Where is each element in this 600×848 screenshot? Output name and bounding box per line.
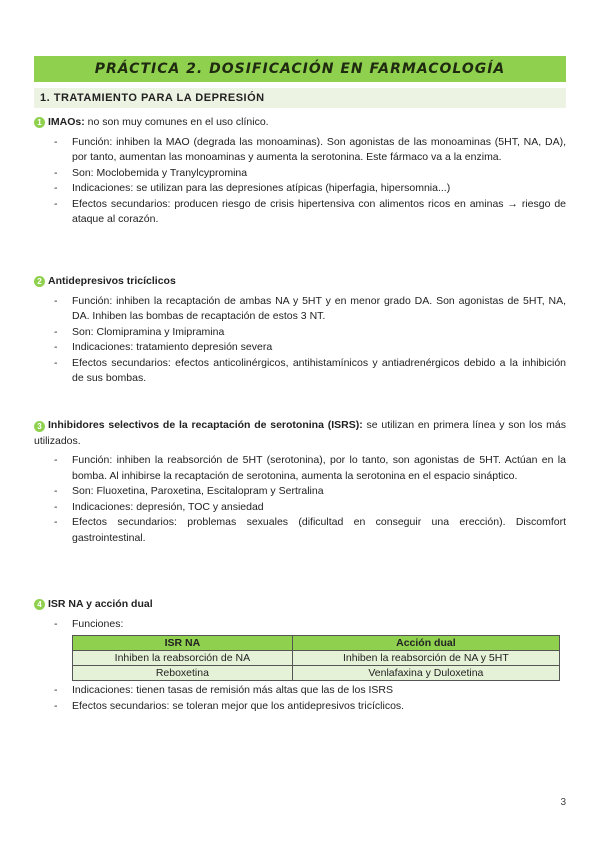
imao-intro: no son muy comunes en el uso clínico. xyxy=(87,116,269,128)
isrs-heading: Inhibidores selectivos de la recaptación de serotonina (ISRS): xyxy=(48,419,363,431)
section-title: 1. TRATAMIENTO PARA LA DEPRESIÓN xyxy=(40,92,265,104)
list-item: - Función: inhiben la recaptación de ambas NA y 5HT y en menor grado DA. Son agonistas de 5HT, NA, DA. Inhiben las bombas de recaptación de estos 3 NT. xyxy=(72,294,566,325)
page-title: PRÁCTICA 2. DOSIFICACIÓN EN FARMACOLOGÍA xyxy=(94,61,506,77)
isrs-heading-line xyxy=(34,418,566,449)
number-badge-icon: 1 xyxy=(34,117,45,128)
isrna-block xyxy=(34,597,566,714)
title-banner xyxy=(34,56,566,82)
triciclicos-block xyxy=(34,274,566,387)
imao-list xyxy=(34,135,566,228)
list-item: - Función: inhiben la MAO (degrada las monoaminas). Son agonistas de las monoaminas (5HT, NA, DA), por tanto, aumentan las monoaminas y aumenta la serotonina. Este fármaco va a la enzima. xyxy=(72,135,566,166)
list-item: - Efectos secundarios: problemas sexuales (dificultad en conseguir una erección). Discomfort gastrointestinal. xyxy=(72,515,566,546)
table-row xyxy=(73,651,560,666)
table-header-cell: ISR NA xyxy=(73,636,293,651)
comparison-table xyxy=(72,635,560,681)
table-header-row xyxy=(73,636,560,651)
isrna-heading: ISR NA y acción dual xyxy=(48,598,153,610)
isrna-list-top xyxy=(34,617,566,633)
table-header-cell: Acción dual xyxy=(292,636,559,651)
list-item: - Efectos secundarios: efectos anticolinérgicos, antihistamínicos y antiadrenérgicos debido a la inhibición de sus bombas. xyxy=(72,356,566,387)
imao-block xyxy=(34,115,566,228)
isrs-list xyxy=(34,453,566,546)
list-item: - Efectos secundarios: producen riesgo de crisis hipertensiva con alimentos ricos en aminas → riesgo de ataque al corazón. xyxy=(72,197,566,228)
list-item: - Son: Moclobemida y Tranylcypromina xyxy=(72,166,566,182)
list-item: - Efectos secundarios: se toleran mejor que los antidepresivos tricíclicos. xyxy=(72,699,566,715)
imao-heading-line xyxy=(34,115,566,131)
list-item: - Indicaciones: depresión, TOC y ansiedad xyxy=(72,500,566,516)
list-item: - Funciones: xyxy=(72,617,566,633)
isrna-heading-line xyxy=(34,597,566,613)
list-item: - Función: inhiben la reabsorción de 5HT (serotonina), por lo tanto, son agonistas de 5HT. Actúan en la bomba. Al inhibirse la recaptación de serotonina, aumenta la serotonina en el espacio sináptico. xyxy=(72,453,566,484)
isrs-block xyxy=(34,418,566,546)
triciclicos-heading: Antidepresivos tricíclicos xyxy=(48,275,176,287)
list-item: - Indicaciones: se utilizan para las depresiones atípicas (hiperfagia, hipersomnia...) xyxy=(72,181,566,197)
imao-heading: IMAOs: xyxy=(48,116,85,128)
table-cell: Inhiben la reabsorción de NA y 5HT xyxy=(292,651,559,666)
number-badge-icon: 4 xyxy=(34,599,45,610)
isrs-intro: se utilizan en primera línea y son los más utilizados. xyxy=(34,419,566,447)
list-item: - Son: Clomipramina y Imipramina xyxy=(72,325,566,341)
table-cell: Venlafaxina y Duloxetina xyxy=(292,666,559,681)
table-cell: Reboxetina xyxy=(73,666,293,681)
list-item: - Son: Fluoxetina, Paroxetina, Escitalopram y Sertralina xyxy=(72,484,566,500)
table-row xyxy=(73,666,560,681)
table-cell: Inhiben la reabsorción de NA xyxy=(73,651,293,666)
triciclicos-heading-line xyxy=(34,274,566,290)
section-header xyxy=(34,88,566,108)
number-badge-icon: 2 xyxy=(34,276,45,287)
list-item: - Indicaciones: tratamiento depresión severa xyxy=(72,340,566,356)
isrna-list xyxy=(34,683,566,714)
number-badge-icon: 3 xyxy=(34,421,45,432)
triciclicos-list xyxy=(34,294,566,387)
page-number: 3 xyxy=(560,797,566,808)
list-item: - Indicaciones: tienen tasas de remisión más altas que las de los ISRS xyxy=(72,683,566,699)
